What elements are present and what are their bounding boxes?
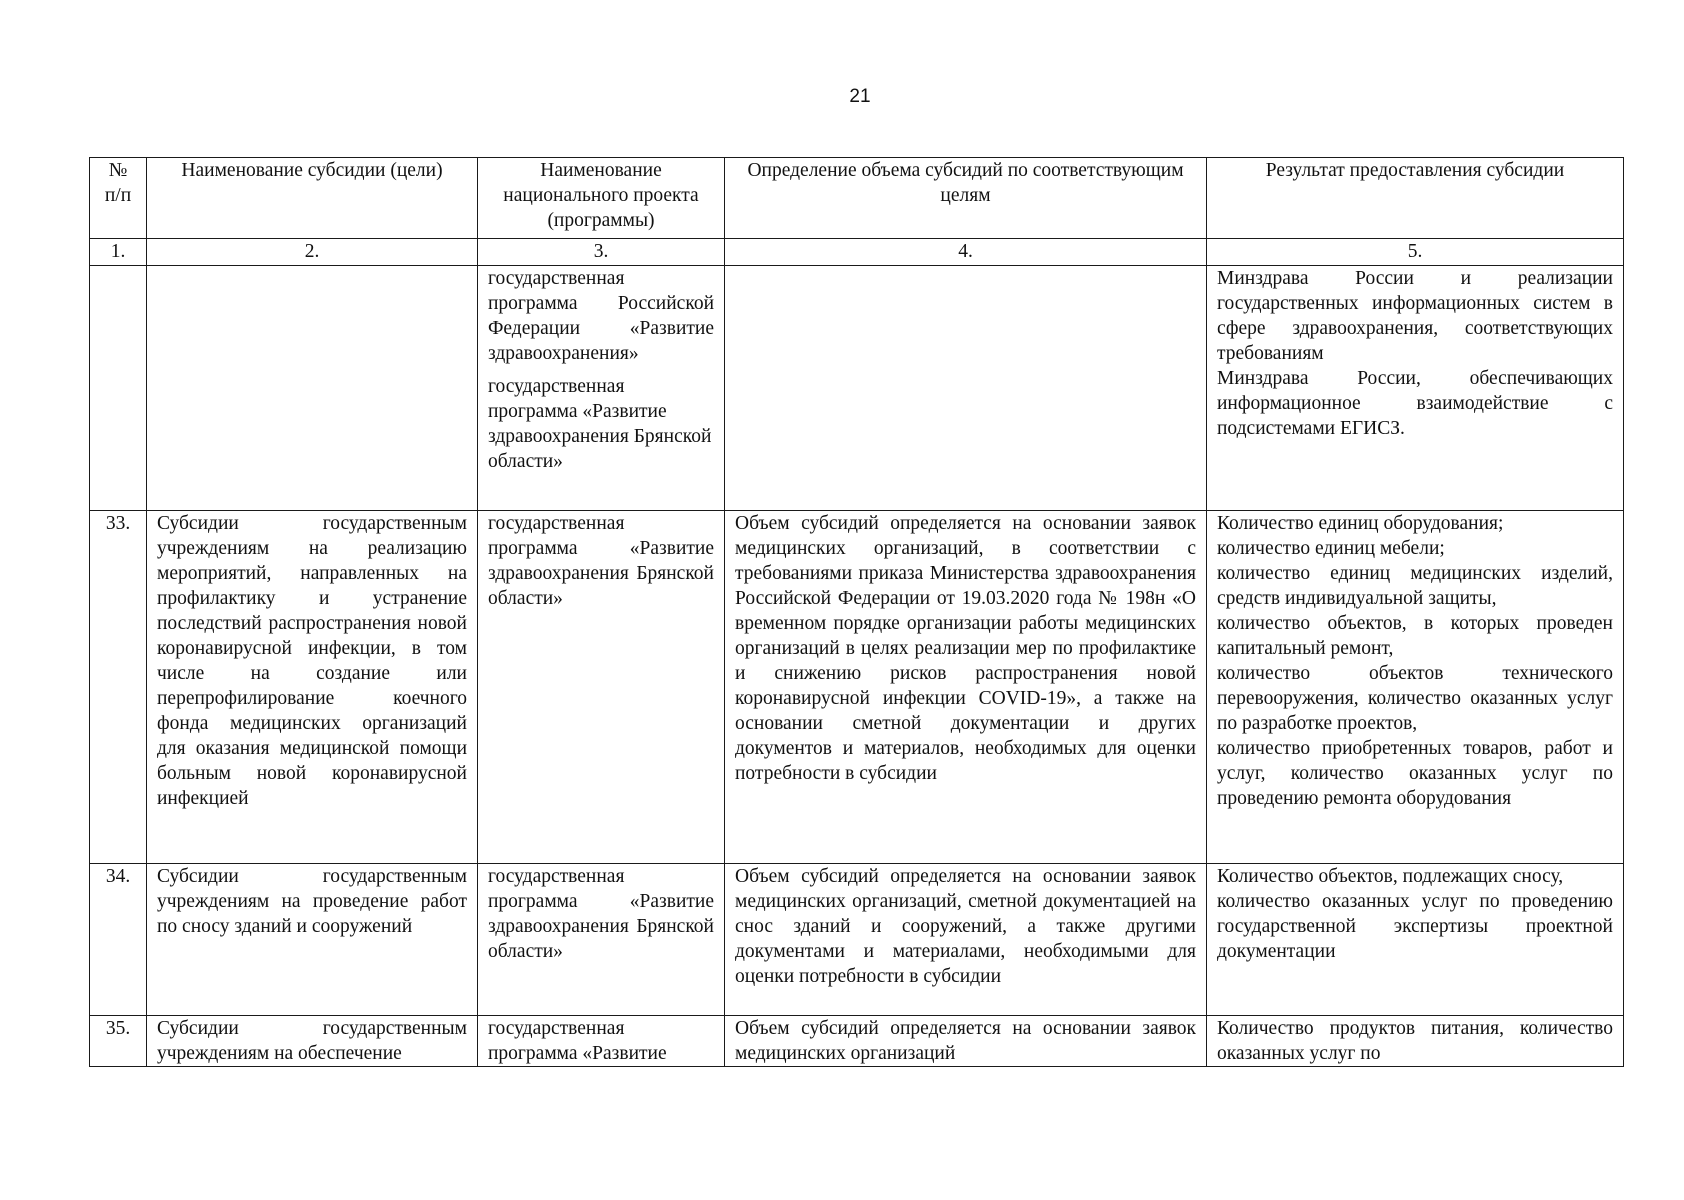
result-text: Минздрава России и реализации государственных информационных систем в сфере здравоохранения, соответствующих требованиям xyxy=(1217,268,1613,364)
volume-definition: Объем субсидий определяется на основании заявок медицинских организаций, в соответствии с требованиями приказа Министерства здравоохранения Российской Федерации от 19.03.2020 года № 198н «О временном порядке организации работы медицинских организаций в целях реализации мер по профилактике и снижению рисков распространения новой коронавирусной инфекции COVID-19», а также на основании сметной документации и других документов и материалов, необходимых для оценки потребности в субсидии xyxy=(725,511,1207,864)
program-text: государственная программа Российской Федерации «Развитие здравоохранения» xyxy=(488,268,714,364)
subsidy-name: Субсидии государственным учреждениям на реализацию мероприятий, направленных на профилактику и устранение последствий распространения новой коронавирусной инфекции, в том числе на создание или перепрофилирование коечного фонда медицинских организаций для оказания медицинской помощи больным новой коронавирусной инфекцией xyxy=(147,511,478,864)
header-subsidy-name: Наименование субсидии (цели) xyxy=(147,158,478,239)
header-number: № п/п xyxy=(90,158,147,239)
column-number-2: 2. xyxy=(147,239,478,266)
header-national-project: Наименование национального проекта (программы) xyxy=(478,158,725,239)
volume-definition: Объем субсидий определяется на основании заявок медицинских организаций xyxy=(725,1016,1207,1067)
column-number-3: 3. xyxy=(478,239,725,266)
result-text: Количество объектов, подлежащих сносу, xyxy=(1217,866,1564,887)
result-text: количество приобретенных товаров, работ и услуг, количество оказанных услуг по проведению ремонта оборудования xyxy=(1217,738,1613,809)
subsidy-result xyxy=(1207,864,1624,1016)
result-text: Количество единиц оборудования; xyxy=(1217,513,1504,534)
column-number-row xyxy=(90,239,1624,266)
result-text: Количество продуктов питания, количество оказанных услуг по xyxy=(1217,1018,1613,1064)
subsidy-name: Субсидии государственным учреждениям на проведение работ по сносу зданий и сооружений xyxy=(147,864,478,1016)
table-row xyxy=(90,864,1624,1016)
table-row-continuation xyxy=(90,266,1624,511)
header-volume-definition: Определение объема субсидий по соответствующим целям xyxy=(725,158,1207,239)
program-name: государственная программа «Развитие xyxy=(478,1016,725,1067)
result-text: количество единиц медицинских изделий, средств индивидуальной защиты, xyxy=(1217,563,1613,609)
table-row xyxy=(90,1016,1624,1067)
result-text: количество объектов технического перевооружения, количество оказанных услуг по разработке проектов, xyxy=(1217,663,1613,734)
subsidy-result xyxy=(1207,511,1624,864)
column-number-1: 1. xyxy=(90,239,147,266)
program-name: государственная программа «Развитие здравоохранения Брянской области» xyxy=(478,864,725,1016)
result-text: Минздрава России, обеспечивающих информационное взаимодействие с подсистемами ЕГИСЗ. xyxy=(1217,368,1613,439)
table-cell-result xyxy=(1207,266,1624,511)
table-cell-empty xyxy=(147,266,478,511)
subsidy-table xyxy=(89,157,1624,1067)
program-name: государственная программа «Развитие здравоохранения Брянской области» xyxy=(478,511,725,864)
table-row xyxy=(90,511,1624,864)
table-header-row xyxy=(90,158,1624,239)
row-number: 33. xyxy=(90,511,147,864)
table-cell-empty xyxy=(725,266,1207,511)
program-text: государственная программа «Развитие здравоохранения Брянской области» xyxy=(488,376,712,472)
result-text: количество единиц мебели; xyxy=(1217,538,1445,559)
subsidy-result xyxy=(1207,1016,1624,1067)
row-number: 34. xyxy=(90,864,147,1016)
result-text: количество оказанных услуг по проведению государственной экспертизы проектной документации xyxy=(1217,891,1613,962)
page-number: 21 xyxy=(849,86,871,107)
header-result: Результат предоставления субсидии xyxy=(1207,158,1624,239)
result-text: количество объектов, в которых проведен капитальный ремонт, xyxy=(1217,613,1613,659)
column-number-4: 4. xyxy=(725,239,1207,266)
table-cell-program xyxy=(478,266,725,511)
table-cell-empty xyxy=(90,266,147,511)
subsidy-name: Субсидии государственным учреждениям на обеспечение xyxy=(147,1016,478,1067)
column-number-5: 5. xyxy=(1207,239,1624,266)
row-number: 35. xyxy=(90,1016,147,1067)
volume-definition: Объем субсидий определяется на основании заявок медицинских организаций, сметной документацией на снос зданий и сооружений, а также другими документами и материалами, необходимыми для оценки потребности в субсидии xyxy=(725,864,1207,1016)
